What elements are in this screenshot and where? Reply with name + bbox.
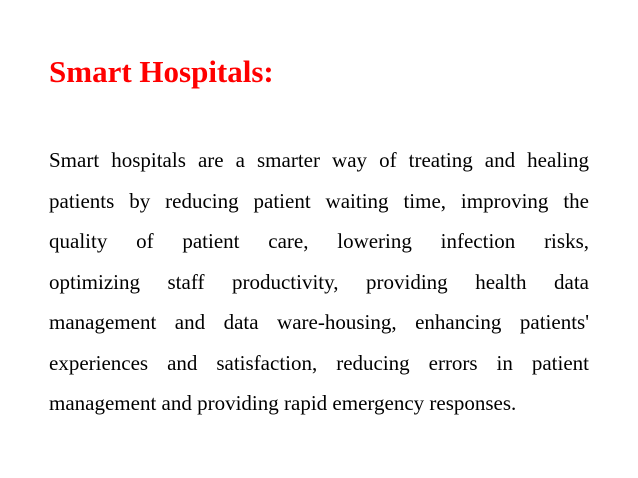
paragraph-line: Smart hospitals are a smarter way of treating and healing <box>49 148 589 172</box>
paragraph-line: quality of patient care, lowering infection risks, <box>49 229 589 253</box>
slide-body-paragraph <box>49 140 589 424</box>
paragraph-line: optimizing staff productivity, providing health data <box>49 269 589 294</box>
slide-title: Smart Hospitals: <box>49 54 274 89</box>
paragraph-line: patients by reducing patient waiting time, improving the <box>49 188 589 213</box>
paragraph-line: management and providing rapid emergency responses. <box>49 391 517 415</box>
paragraph-line: experiences and satisfaction, reducing errors in patient <box>49 350 589 375</box>
paragraph-line: management and data ware-housing, enhancing patients' <box>49 310 589 334</box>
